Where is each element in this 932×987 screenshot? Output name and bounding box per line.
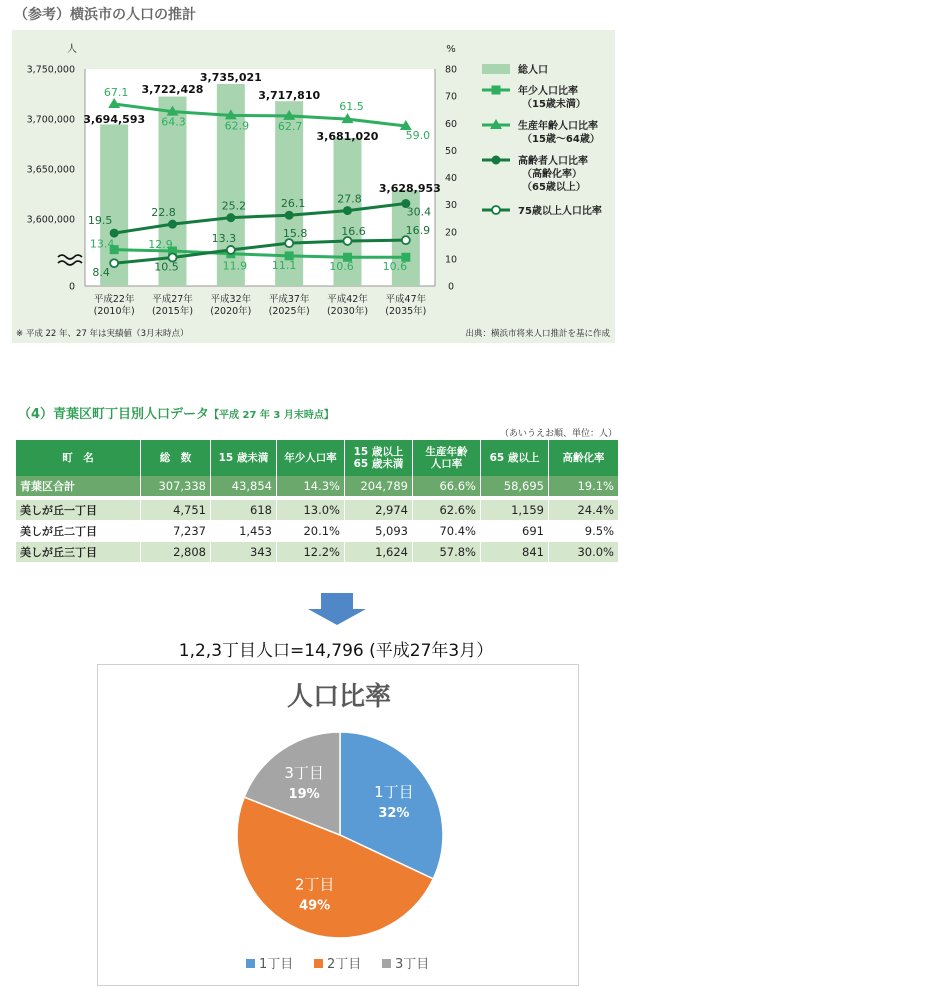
x-axis-category-label: [327, 293, 368, 317]
table-cell: 2,974: [345, 500, 413, 521]
table-header-cell: 年少人口率: [277, 440, 345, 476]
table-cell: 43,854: [211, 476, 277, 500]
series-data-label: 26.1: [280, 197, 306, 211]
pie-legend-swatch: [246, 959, 255, 968]
series-data-label: 19.5: [87, 214, 113, 228]
table-cell: 691: [481, 521, 549, 542]
legend-swatch-bar: [482, 64, 510, 74]
table-header-row: [16, 440, 619, 476]
x-axis-category-line: (2020年): [210, 306, 252, 317]
legend-marker-circle: [492, 156, 501, 165]
table-total-row: [16, 476, 619, 500]
table-cell: 343: [211, 542, 277, 563]
series-data-label: 61.5: [339, 100, 364, 114]
series-data-label: 11.1: [271, 258, 297, 272]
table-row-name-cell: 美しが丘二丁目: [16, 521, 141, 542]
series-marker-circle: [285, 211, 294, 220]
legend-label: 総人口: [518, 65, 548, 76]
table-cell: 66.6%: [413, 476, 481, 500]
down-arrow-svg: [306, 593, 368, 625]
down-arrow-shape: [308, 593, 366, 625]
series-marker-open-circle: [110, 259, 118, 267]
series-data-label: 12.9: [148, 238, 173, 252]
table-row-name-cell: 美しが丘一丁目: [16, 500, 141, 521]
chart-footnote: ※ 平成 22 年、27 年は実績値（3月末時点）: [16, 329, 189, 339]
x-axis-category-line: 平成22年: [93, 294, 135, 305]
table-header-cell: 15 歳以上 65 歳未満: [345, 440, 413, 476]
table-row: [16, 521, 619, 542]
x-axis-category-line: 平成32年: [210, 294, 252, 305]
legend-label: [518, 84, 586, 110]
table-header-cell: 高齢化率: [549, 440, 619, 476]
right-axis-tick: 70: [444, 91, 458, 103]
series-data-label: 22.8: [151, 206, 176, 220]
right-axis-tick: 20: [444, 227, 458, 239]
table-row-name-cell: 美しが丘三丁目: [16, 542, 141, 563]
population-projection-svg: [12, 30, 615, 343]
legend-label-line: 生産年齢人口比率: [518, 121, 598, 132]
table-cell: 1,159: [481, 500, 549, 521]
series-marker-open-circle: [344, 237, 352, 245]
right-axis-tick: 30: [444, 200, 458, 212]
legend-label-line: （高齢化率）: [522, 169, 582, 180]
table-header-cell: 65 歳以上: [481, 440, 549, 476]
right-axis-tick: 40: [444, 173, 458, 184]
series-data-label: 10.5: [154, 260, 179, 274]
table-cell: 62.6%: [413, 500, 481, 521]
series-data-label: 59.0: [405, 128, 431, 142]
table-cell: 618: [211, 500, 277, 521]
legend-label-line: （15歳～64歳）: [522, 134, 600, 145]
series-data-label: 67.1: [103, 85, 129, 99]
series-marker-circle: [343, 206, 352, 215]
series-data-label: 64.3: [161, 115, 186, 129]
series-data-label: 62.9: [224, 119, 250, 133]
section-title-main: （4）青葉区町丁目別人口データ: [18, 407, 210, 422]
x-axis-category-line: (2035年): [385, 306, 427, 317]
table-header-cell: 町 名: [16, 440, 141, 476]
series-marker-open-circle: [285, 239, 293, 247]
legend-label-line: （15歳未満）: [522, 99, 586, 110]
series-data-label: 13.3: [211, 231, 237, 245]
bar-data-label: 3,694,593: [83, 113, 146, 126]
series-data-label: 10.6: [329, 260, 354, 274]
legend-label-line: 高齢者人口比率: [518, 156, 588, 167]
table-cell: 5,093: [345, 521, 413, 542]
bar-data-label: 3,722,428: [141, 83, 204, 96]
right-axis-tick: 0: [447, 281, 455, 293]
right-axis-tick: 60: [444, 118, 458, 130]
table-cell: 19.1%: [549, 476, 619, 500]
series-marker-circle: [168, 220, 177, 229]
population-summary: 1,2,3丁目人口=14,796 (平成27年3月）: [178, 641, 494, 661]
left-axis-tick: 3,600,000: [26, 214, 75, 226]
series-data-label: 10.6: [382, 260, 408, 274]
section-title-sub: 【平成 27 年 3 月末時点】: [209, 410, 334, 421]
series-data-label: 62.7: [277, 119, 303, 133]
x-axis-category-line: 平成42年: [327, 294, 368, 305]
chart-source: 出典：横浜市将来人口推計を基に作成: [465, 329, 610, 339]
bar-data-label: 3,681,020: [316, 130, 379, 143]
population-table: [16, 440, 619, 563]
pie-legend-label: 1丁目: [259, 957, 294, 972]
table-body: [16, 476, 619, 563]
left-axis-unit: 人: [67, 44, 77, 55]
table-cell: 9.5%: [549, 521, 619, 542]
pie-slice-percent: 32%: [378, 805, 410, 821]
table-cell: 12.2%: [277, 542, 345, 563]
x-axis-category-line: (2025年): [268, 306, 310, 317]
legend-marker-square: [492, 86, 501, 95]
table-cell: 20.1%: [277, 521, 345, 542]
pie-slice-percent: 49%: [299, 898, 331, 914]
x-axis-category-line: (2015年): [151, 306, 194, 317]
left-axis-tick: 0: [68, 281, 75, 293]
x-axis-category-label: [385, 293, 426, 317]
table-unit-note: （あいうえお順、単位：人）: [499, 429, 617, 439]
table-cell: 841: [481, 542, 549, 563]
pie-chart-svg: [98, 665, 580, 987]
series-marker-open-circle: [402, 236, 410, 244]
series-marker-circle: [110, 229, 119, 238]
pie-legend-label: 3丁目: [395, 957, 430, 972]
bar-data-label: 3,717,810: [258, 89, 321, 102]
series-data-label: 15.8: [282, 227, 308, 241]
legend-marker-open-circle: [492, 206, 500, 214]
series-data-label: 13.4: [89, 237, 115, 251]
series-data-label: 16.9: [405, 224, 431, 238]
bar-data-label: 3,735,021: [199, 71, 262, 84]
table-cell: 14.3%: [277, 476, 345, 500]
section-title: [18, 403, 334, 422]
pie-slice-name: 2丁目: [294, 875, 335, 894]
left-axis-tick: 3,750,000: [26, 64, 75, 76]
pie-legend-swatch: [382, 959, 391, 968]
series-data-label: 30.4: [406, 205, 432, 219]
pie-legend-swatch: [314, 959, 323, 968]
legend-label: [518, 119, 600, 145]
pie-slice-name: 1丁目: [374, 782, 414, 801]
table-cell: 70.4%: [413, 521, 481, 542]
axis-break-mark: [58, 255, 82, 265]
table-cell: 57.8%: [413, 542, 481, 563]
x-axis-category-label: [269, 293, 310, 317]
right-axis-tick: 80: [444, 64, 458, 76]
population-projection-chart: [12, 30, 615, 343]
pie-title: 人口比率: [286, 682, 392, 712]
legend-label: [518, 154, 588, 193]
down-arrow-icon: [306, 593, 368, 625]
series-marker-open-circle: [227, 246, 235, 254]
right-axis-tick: 10: [444, 254, 458, 266]
table-cell: 7,237: [141, 521, 211, 542]
table-cell: 204,789: [345, 476, 413, 500]
right-axis-unit: %: [446, 44, 456, 55]
right-axis-tick: 50: [444, 145, 458, 157]
table-row: [16, 500, 619, 521]
table-row: [16, 542, 619, 563]
table-cell: 1,624: [345, 542, 413, 563]
table-cell: 307,338: [141, 476, 211, 500]
table-header-cell: 15 歳未満: [211, 440, 277, 476]
table-header-cell: 生産年齢 人口率: [413, 440, 481, 476]
x-axis-category-label: [210, 293, 251, 317]
x-axis-category-line: 平成47年: [385, 294, 427, 305]
x-axis-category-line: (2010年): [93, 306, 135, 317]
x-axis-category-line: (2030年): [326, 306, 369, 317]
table-cell: 24.4%: [549, 500, 619, 521]
x-axis-category-line: 平成37年: [268, 294, 310, 305]
series-data-label: 8.4: [92, 266, 110, 280]
legend-label: [518, 204, 602, 217]
series-data-label: 16.6: [341, 224, 366, 238]
pie-legend-label: 2丁目: [327, 957, 362, 972]
x-axis-category-label: [152, 293, 193, 317]
pie-slice-percent: 19%: [288, 787, 320, 803]
population-ratio-pie-chart: [97, 664, 579, 986]
pie-slice-name: 3丁目: [284, 764, 324, 783]
reference-title: （参考）横浜市の人口の推計: [14, 7, 196, 23]
x-axis-category-label: [94, 293, 135, 317]
legend-label-line: （65歳以上）: [522, 182, 586, 193]
left-axis-tick: 3,700,000: [26, 114, 75, 126]
legend-label-line: 年少人口比率: [518, 86, 578, 97]
left-axis-tick: 3,650,000: [26, 164, 75, 176]
table-header-cell: 総 数: [141, 440, 211, 476]
series-data-label: 11.9: [222, 259, 248, 273]
table-cell: 30.0%: [549, 542, 619, 563]
series-data-label: 25.2: [221, 199, 247, 213]
legend-label-line: 75歳以上人口比率: [518, 206, 602, 217]
table-cell: 58,695: [481, 476, 549, 500]
table-cell: 4,751: [141, 500, 211, 521]
x-axis-category-line: 平成27年: [152, 294, 193, 305]
bar-data-label: 3,628,953: [378, 182, 441, 195]
series-data-label: 27.8: [337, 192, 362, 206]
series-marker-circle: [226, 213, 235, 222]
table-cell: 13.0%: [277, 500, 345, 521]
table-row-name-cell: 青葉区合計: [16, 476, 141, 500]
table-cell: 2,808: [141, 542, 211, 563]
table-cell: 1,453: [211, 521, 277, 542]
